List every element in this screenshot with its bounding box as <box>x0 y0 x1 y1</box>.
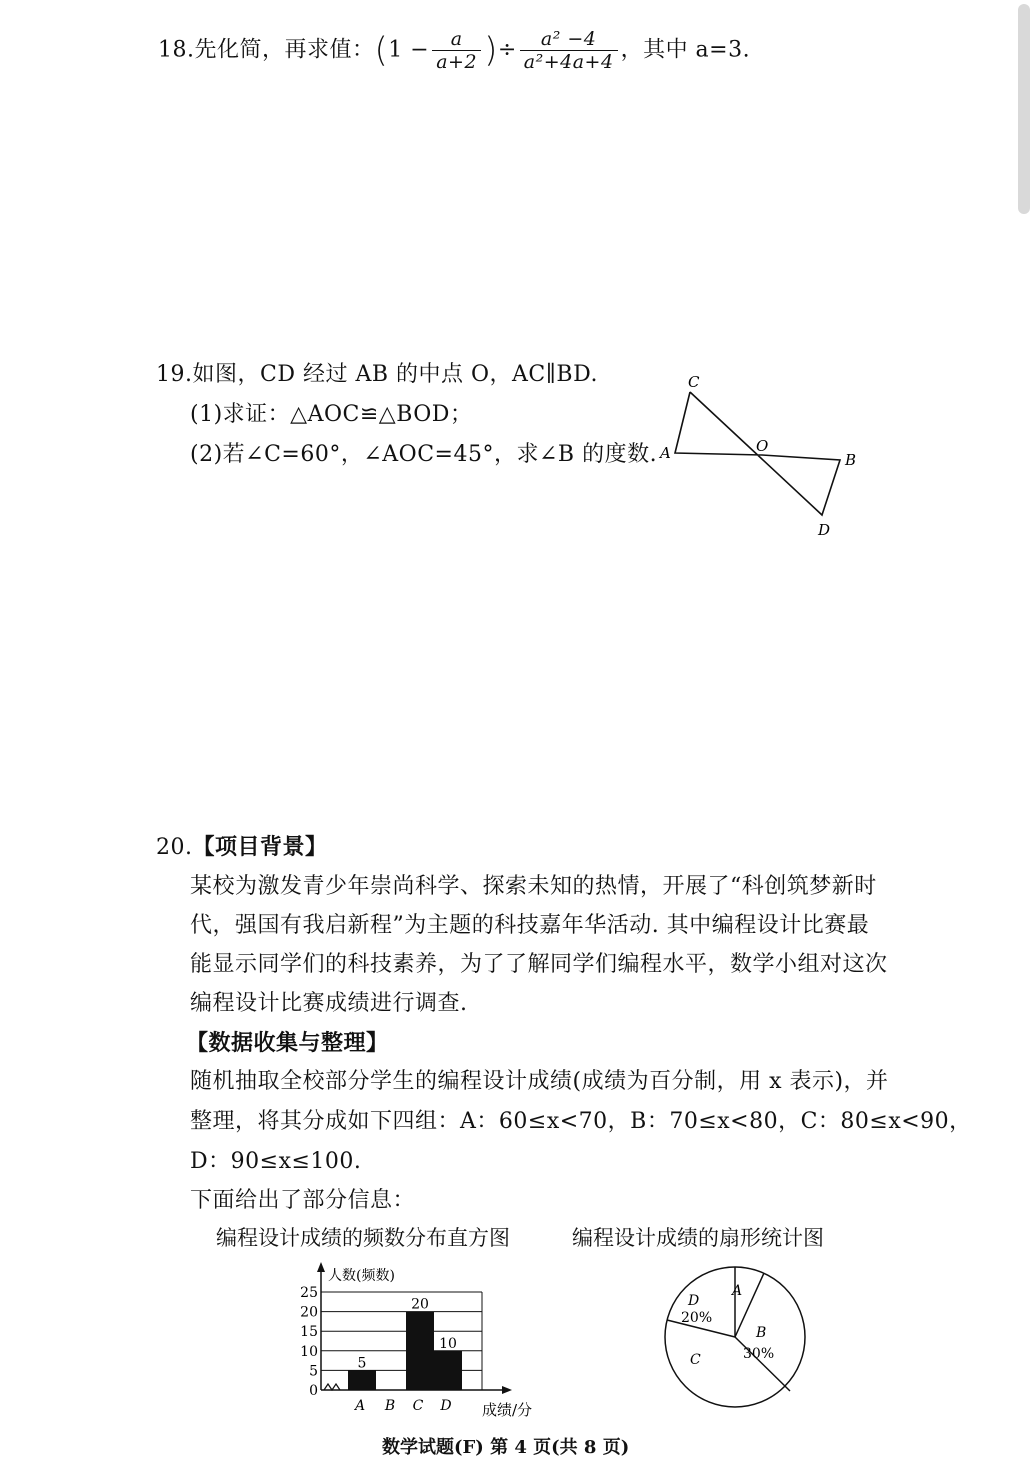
y-tick-10: 10 <box>300 1343 318 1360</box>
y-tick-5: 5 <box>309 1363 318 1380</box>
page-footer: 数学试题(F) 第 4 页(共 8 页) <box>382 1437 630 1458</box>
q19-stem <box>156 360 598 390</box>
q19-figure <box>650 365 880 550</box>
fraction-1-numerator: a <box>432 28 481 51</box>
x-tick-B: B <box>384 1398 396 1414</box>
right-paren: ) <box>484 30 498 71</box>
q18-number: 18. <box>158 37 195 63</box>
label-d: D <box>818 521 831 539</box>
pie-title: 编程设计成绩的扇形统计图 <box>572 1226 824 1250</box>
q18-divide: ÷ <box>497 37 517 63</box>
q20-background-line-4: 编程设计比赛成绩进行调查. <box>190 991 468 1016</box>
y-tick-15: 15 <box>300 1324 318 1341</box>
histogram-xlabel: 成绩/分 <box>482 1401 533 1419</box>
q20-collect-line-3: D：90≤x≤100. <box>190 1149 362 1174</box>
x-tick-C: C <box>412 1398 424 1414</box>
fraction-1 <box>432 28 481 73</box>
pie-percent-b: 30% <box>743 1346 775 1362</box>
q20-collect-line-1: 随机抽取全校部分学生的编程设计成绩(成绩为百分制，用 x 表示)，并 <box>190 1069 889 1094</box>
fraction-1-denominator: a+2 <box>436 51 478 73</box>
pie-chart <box>650 1265 820 1415</box>
q19-number: 19. <box>156 362 193 387</box>
q20-background-line-2: 代，强国有我启新程”为主题的科技嘉年华活动. 其中编程设计比赛最 <box>190 913 870 938</box>
label-a: A <box>660 444 671 462</box>
q20-heading-background <box>156 832 328 863</box>
value-label-D: 10 <box>439 1335 457 1352</box>
fraction-2-denominator: a²+4a+4 <box>523 51 614 73</box>
x-axis-arrow-icon <box>502 1386 512 1394</box>
label-c: C <box>688 373 700 391</box>
label-o: O <box>756 437 769 455</box>
axis-break-icon <box>324 1384 340 1390</box>
fraction-2-numerator: a² −4 <box>520 28 618 51</box>
q20-number: 20. <box>156 835 193 860</box>
pie-label-c: C <box>690 1352 701 1368</box>
left-paren: ( <box>374 30 389 71</box>
bar-D <box>434 1351 462 1390</box>
x-tick-A: A <box>354 1398 366 1414</box>
bar-C <box>406 1312 434 1390</box>
q20-background-line-1: 某校为激发青少年崇尚科学、探索未知的热情，开展了“科创筑梦新时 <box>190 874 877 899</box>
q20-heading-background-text: 【项目背景】 <box>192 834 328 860</box>
pie-label-a: A <box>732 1283 743 1299</box>
fraction-2 <box>520 28 618 73</box>
pie-percent-d: 20% <box>681 1310 713 1326</box>
y-tick-25: 25 <box>300 1285 318 1301</box>
q19-stem-text: 如图，CD 经过 AB 的中点 O，AC∥BD. <box>192 362 598 387</box>
pie-label-b: B <box>756 1325 767 1341</box>
histogram-chart <box>290 1260 560 1420</box>
q20-collect-line-2: 整理，将其分成如下四组：A：60≤x<70，B：70≤x<80，C：80≤x<90， <box>190 1109 972 1134</box>
value-label-C: 20 <box>411 1296 429 1313</box>
q20-heading-collect: 【数据收集与整理】 <box>186 1030 389 1056</box>
value-label-A: 5 <box>357 1355 367 1372</box>
question-18 <box>158 28 750 73</box>
histogram-x-ticks <box>353 1398 452 1414</box>
label-b: B <box>845 451 857 469</box>
histogram-y-ticks <box>300 1285 318 1399</box>
q19-part2: (2)若∠C=60°，∠AOC=45°，求∠B 的度数. <box>190 442 658 467</box>
q18-suffix: ，其中 a=3. <box>620 37 751 63</box>
q18-prefix: 先化简，再求值： <box>194 37 375 63</box>
x-tick-D: D <box>440 1398 452 1414</box>
y-tick-20: 20 <box>300 1304 318 1321</box>
q20-background-line-3: 能显示同学们的科技素养，为了了解同学们编程水平，数学小组对这次 <box>190 952 888 977</box>
q20-info-line: 下面给出了部分信息： <box>190 1188 416 1213</box>
scrollbar[interactable] <box>1018 4 1030 214</box>
q18-one-minus: 1 − <box>388 37 430 63</box>
histogram-title: 编程设计成绩的频数分布直方图 <box>216 1226 510 1250</box>
y-axis-arrow-icon <box>317 1262 325 1272</box>
y-tick-0: 0 <box>309 1383 318 1399</box>
pie-label-d: D <box>688 1293 700 1309</box>
histogram-ylabel: 人数(频数) <box>328 1268 395 1284</box>
bar-A <box>348 1370 376 1390</box>
q19-part1: (1)求证：△AOC≌△BOD； <box>190 402 473 427</box>
